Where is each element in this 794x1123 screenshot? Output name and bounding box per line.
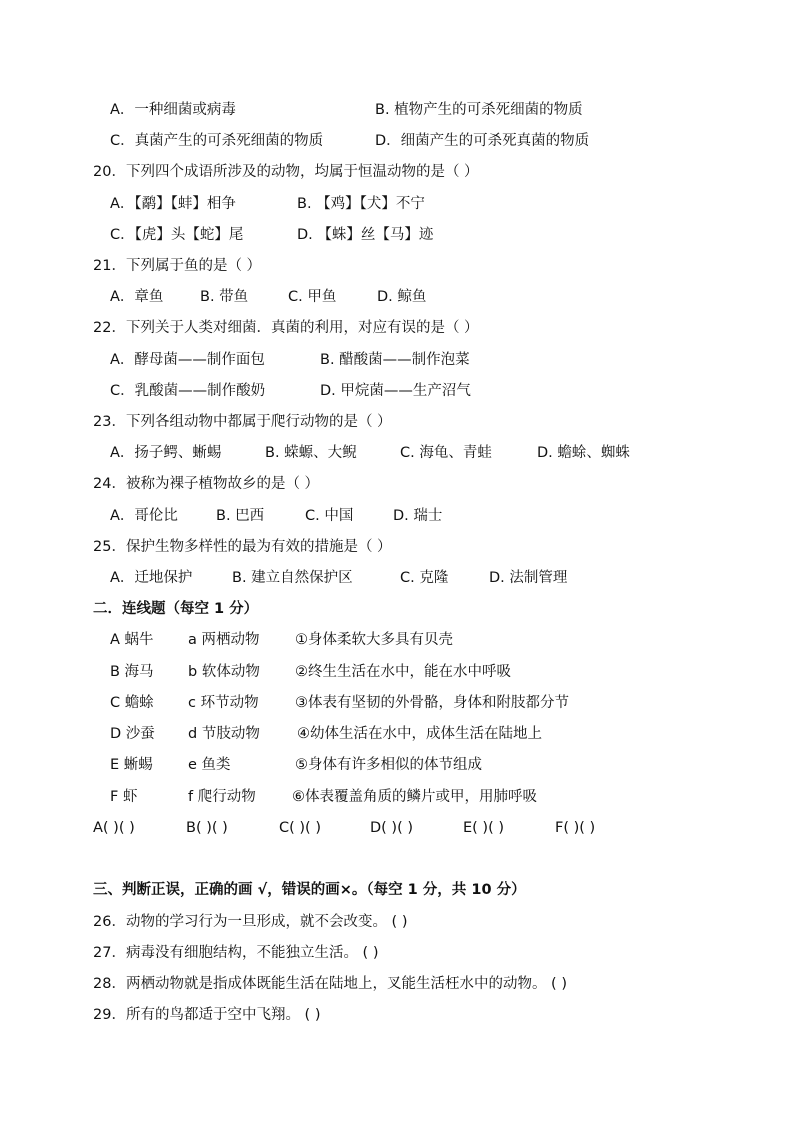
match-feature: ⑥体表覆盖角质的鳞片或甲，用肺呼吸 bbox=[292, 789, 537, 805]
judge-item: 26．动物的学习行为一旦形成，就不会改变。 ( ) bbox=[93, 914, 408, 930]
q25-stem: 25．保护生物多样性的最为有效的措施是（ ） bbox=[93, 539, 392, 555]
q24-option-b: B. 巴西 bbox=[216, 508, 265, 524]
match-answer-d: D( )( ) bbox=[370, 820, 414, 836]
q23-option-b: B. 蝾螈、大鲵 bbox=[265, 445, 357, 461]
q22-option-a: A．酵母菌——制作面包 bbox=[110, 352, 265, 368]
q19-option-c: C．真菌产生的可杀死细菌的物质 bbox=[110, 133, 324, 149]
q23-option-c: C. 海龟、青蛙 bbox=[400, 445, 492, 461]
q20-option-d: D. 【蛛】丝【马】迹 bbox=[297, 227, 434, 243]
judge-item: 28．两栖动物就是指成体既能生活在陆地上，叉能生活枉水中的动物。 ( ) bbox=[93, 976, 567, 992]
q23-option-d: D. 蟾蜍、蜘蛛 bbox=[537, 445, 630, 461]
q25-option-b: B. 建立自然保护区 bbox=[232, 570, 353, 586]
match-animal: D 沙蚕 bbox=[110, 726, 155, 742]
q24-option-c: C. 中国 bbox=[305, 508, 354, 524]
q22-option-d: D. 甲烷菌——生产沼气 bbox=[320, 383, 471, 399]
match-group: a 两栖动物 bbox=[188, 632, 260, 648]
match-group: f 爬行动物 bbox=[188, 789, 256, 805]
q21-option-a: A．章鱼 bbox=[110, 289, 164, 305]
match-animal: E 蜥蜴 bbox=[110, 757, 153, 773]
q25-option-d: D. 法制管理 bbox=[489, 570, 568, 586]
match-answer-a: A( )( ) bbox=[93, 820, 135, 836]
q25-option-a: A．迁地保护 bbox=[110, 570, 193, 586]
judge-item: 29．所有的鸟都适于空中飞翔。 ( ) bbox=[93, 1007, 321, 1023]
q20-option-b: B. 【鸡】【犬】不宁 bbox=[297, 196, 425, 212]
section3-title: 三、判断正误，正确的画 √，错误的画×。（每空 1 分，共 10 分） bbox=[93, 882, 526, 898]
match-animal: A 蜗牛 bbox=[110, 632, 154, 648]
match-feature: ④幼体生活在水中，成体生活在陆地上 bbox=[297, 726, 542, 742]
match-group: c 环节动物 bbox=[188, 695, 259, 711]
q21-option-d: D. 鲸鱼 bbox=[377, 289, 427, 305]
match-answer-e: E( )( ) bbox=[463, 820, 505, 836]
match-animal: C 蟾蜍 bbox=[110, 695, 154, 711]
match-feature: ②终生生活在水中，能在水中呼吸 bbox=[295, 664, 511, 680]
q22-stem: 22．下列关于人类对细菌．真菌的利用，对应有误的是（ ） bbox=[93, 320, 479, 336]
match-answer-c: C( )( ) bbox=[279, 820, 321, 836]
judge-item: 27．病毒没有细胞结构，不能独立生活。 ( ) bbox=[93, 945, 379, 961]
match-group: b 软体动物 bbox=[188, 664, 260, 680]
q21-stem: 21．下列属于鱼的是（ ） bbox=[93, 258, 262, 274]
match-group: e 鱼类 bbox=[188, 757, 231, 773]
q25-option-c: C. 克隆 bbox=[400, 570, 449, 586]
match-feature: ⑤身体有许多相似的体节组成 bbox=[295, 757, 482, 773]
q19-option-d: D．细菌产生的可杀死真菌的物质 bbox=[375, 133, 590, 149]
q23-option-a: A．扬子鳄、蜥蜴 bbox=[110, 445, 222, 461]
q20-option-a: A．【鹬】【蚌】相争 bbox=[110, 196, 236, 212]
match-answer-f: F( )( ) bbox=[555, 820, 596, 836]
q23-stem: 23．下列各组动物中都属于爬行动物的是（ ） bbox=[93, 414, 392, 430]
q24-stem: 24．被称为裸子植物故乡的是（ ） bbox=[93, 476, 320, 492]
q21-option-c: C. 甲鱼 bbox=[288, 289, 337, 305]
q22-option-c: C．乳酸菌——制作酸奶 bbox=[110, 383, 266, 399]
match-feature: ③体表有坚韧的外骨骼，身体和附肢都分节 bbox=[295, 695, 569, 711]
section2-title: 二．连线题（每空 1 分） bbox=[93, 601, 259, 617]
match-answer-b: B( )( ) bbox=[186, 820, 228, 836]
match-feature: ①身体柔软大多具有贝壳 bbox=[295, 632, 453, 648]
q19-option-a: A．一种细菌或病毒 bbox=[110, 102, 236, 118]
q22-option-b: B. 醋酸菌——制作泡菜 bbox=[320, 352, 470, 368]
q19-option-b: B. 植物产生的可杀死细菌的物质 bbox=[375, 102, 583, 118]
q24-option-d: D. 瑞士 bbox=[393, 508, 443, 524]
q21-option-b: B. 带鱼 bbox=[200, 289, 249, 305]
match-animal: B 海马 bbox=[110, 664, 154, 680]
q20-option-c: C．【虎】头【蛇】尾 bbox=[110, 227, 244, 243]
match-group: d 节肢动物 bbox=[188, 726, 260, 742]
q20-stem: 20．下列四个成语所涉及的动物，均属于恒温动物的是（ ） bbox=[93, 164, 479, 180]
q24-option-a: A．哥伦比 bbox=[110, 508, 178, 524]
match-animal: F 虾 bbox=[110, 789, 138, 805]
